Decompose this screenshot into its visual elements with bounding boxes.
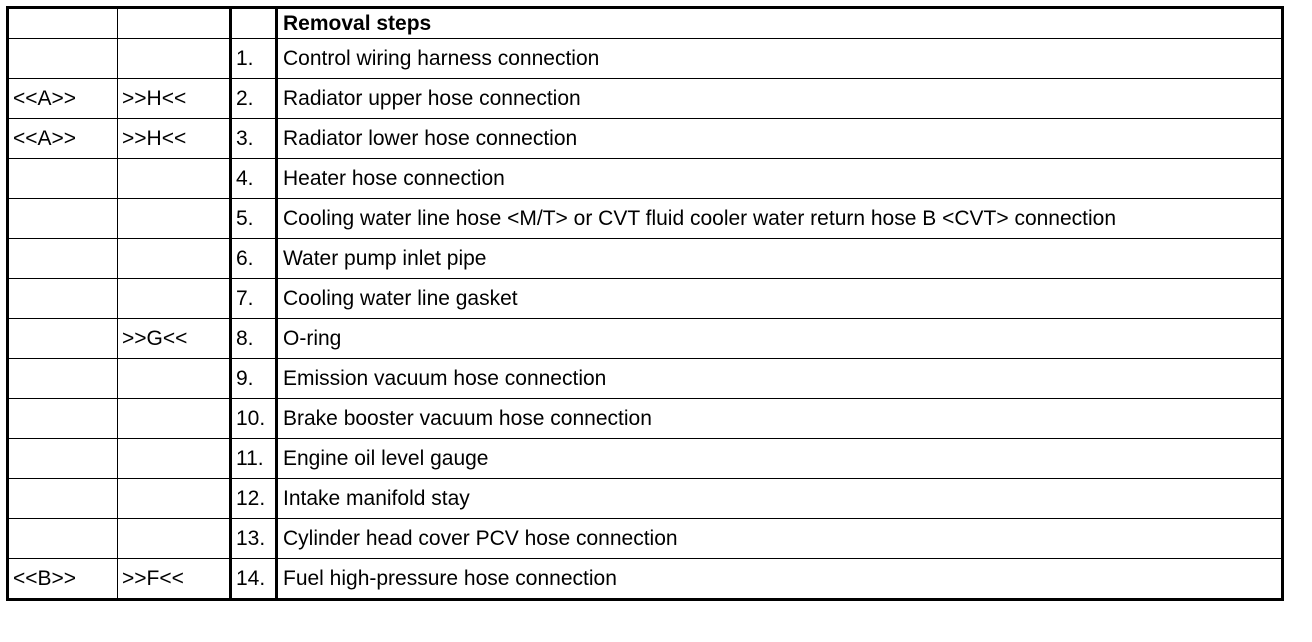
table-row (8, 479, 1283, 519)
table-row (8, 319, 1283, 359)
step-description-cell: Engine oil level gauge (277, 439, 1283, 479)
step-number-cell: 6. (231, 239, 277, 279)
step-number-cell: 11. (231, 439, 277, 479)
removal-mark-cell (8, 199, 118, 239)
table-row (8, 279, 1283, 319)
removal-steps-sheet (6, 6, 1284, 601)
step-description-cell: O-ring (277, 319, 1283, 359)
step-description-cell: Emission vacuum hose connection (277, 359, 1283, 399)
installation-mark-cell (118, 439, 231, 479)
table-row (8, 559, 1283, 600)
step-number-cell: 4. (231, 159, 277, 199)
step-description-cell: Water pump inlet pipe (277, 239, 1283, 279)
installation-mark-cell: >>G<< (118, 319, 231, 359)
table-row (8, 119, 1283, 159)
removal-mark-cell (8, 319, 118, 359)
installation-mark-cell: >>H<< (118, 119, 231, 159)
step-number-cell: 5. (231, 199, 277, 239)
step-number-cell: 13. (231, 519, 277, 559)
installation-mark-cell: >>F<< (118, 559, 231, 600)
step-number-cell: 2. (231, 79, 277, 119)
header-step-number (231, 8, 277, 39)
removal-mark-cell: <<B>> (8, 559, 118, 600)
installation-mark-cell (118, 399, 231, 439)
step-description-cell: Heater hose connection (277, 159, 1283, 199)
removal-mark-cell (8, 519, 118, 559)
removal-mark-cell (8, 239, 118, 279)
removal-mark-cell (8, 479, 118, 519)
removal-mark-cell (8, 359, 118, 399)
step-description-cell: Brake booster vacuum hose connection (277, 399, 1283, 439)
installation-mark-cell (118, 519, 231, 559)
installation-mark-cell (118, 39, 231, 79)
table-row (8, 199, 1283, 239)
step-description-cell: Intake manifold stay (277, 479, 1283, 519)
table-row (8, 519, 1283, 559)
step-description-cell: Fuel high-pressure hose connection (277, 559, 1283, 600)
header-row (8, 8, 1283, 39)
header-removal-mark (8, 8, 118, 39)
installation-mark-cell (118, 279, 231, 319)
removal-mark-cell: <<A>> (8, 79, 118, 119)
removal-mark-cell (8, 279, 118, 319)
table-row (8, 359, 1283, 399)
removal-mark-cell (8, 39, 118, 79)
table-row (8, 159, 1283, 199)
step-description-cell: Cooling water line hose <M/T> or CVT fluid cooler water return hose B <CVT> connection (277, 199, 1283, 239)
table-row (8, 439, 1283, 479)
removal-steps-body (8, 8, 1283, 600)
step-number-cell: 3. (231, 119, 277, 159)
step-number-cell: 8. (231, 319, 277, 359)
step-description-cell: Control wiring harness connection (277, 39, 1283, 79)
step-number-cell: 12. (231, 479, 277, 519)
installation-mark-cell (118, 199, 231, 239)
removal-steps-table (6, 6, 1284, 601)
table-row (8, 79, 1283, 119)
table-row (8, 239, 1283, 279)
step-description-cell: Radiator lower hose connection (277, 119, 1283, 159)
step-description-cell: Cooling water line gasket (277, 279, 1283, 319)
step-number-cell: 14. (231, 559, 277, 600)
header-title: Removal steps (277, 8, 1283, 39)
removal-mark-cell (8, 399, 118, 439)
step-number-cell: 1. (231, 39, 277, 79)
installation-mark-cell (118, 479, 231, 519)
installation-mark-cell (118, 359, 231, 399)
removal-mark-cell (8, 159, 118, 199)
removal-mark-cell (8, 439, 118, 479)
step-number-cell: 10. (231, 399, 277, 439)
step-number-cell: 9. (231, 359, 277, 399)
table-row (8, 399, 1283, 439)
table-row (8, 39, 1283, 79)
header-installation-mark (118, 8, 231, 39)
step-description-cell: Radiator upper hose connection (277, 79, 1283, 119)
step-number-cell: 7. (231, 279, 277, 319)
installation-mark-cell (118, 159, 231, 199)
step-description-cell: Cylinder head cover PCV hose connection (277, 519, 1283, 559)
removal-mark-cell: <<A>> (8, 119, 118, 159)
installation-mark-cell: >>H<< (118, 79, 231, 119)
installation-mark-cell (118, 239, 231, 279)
